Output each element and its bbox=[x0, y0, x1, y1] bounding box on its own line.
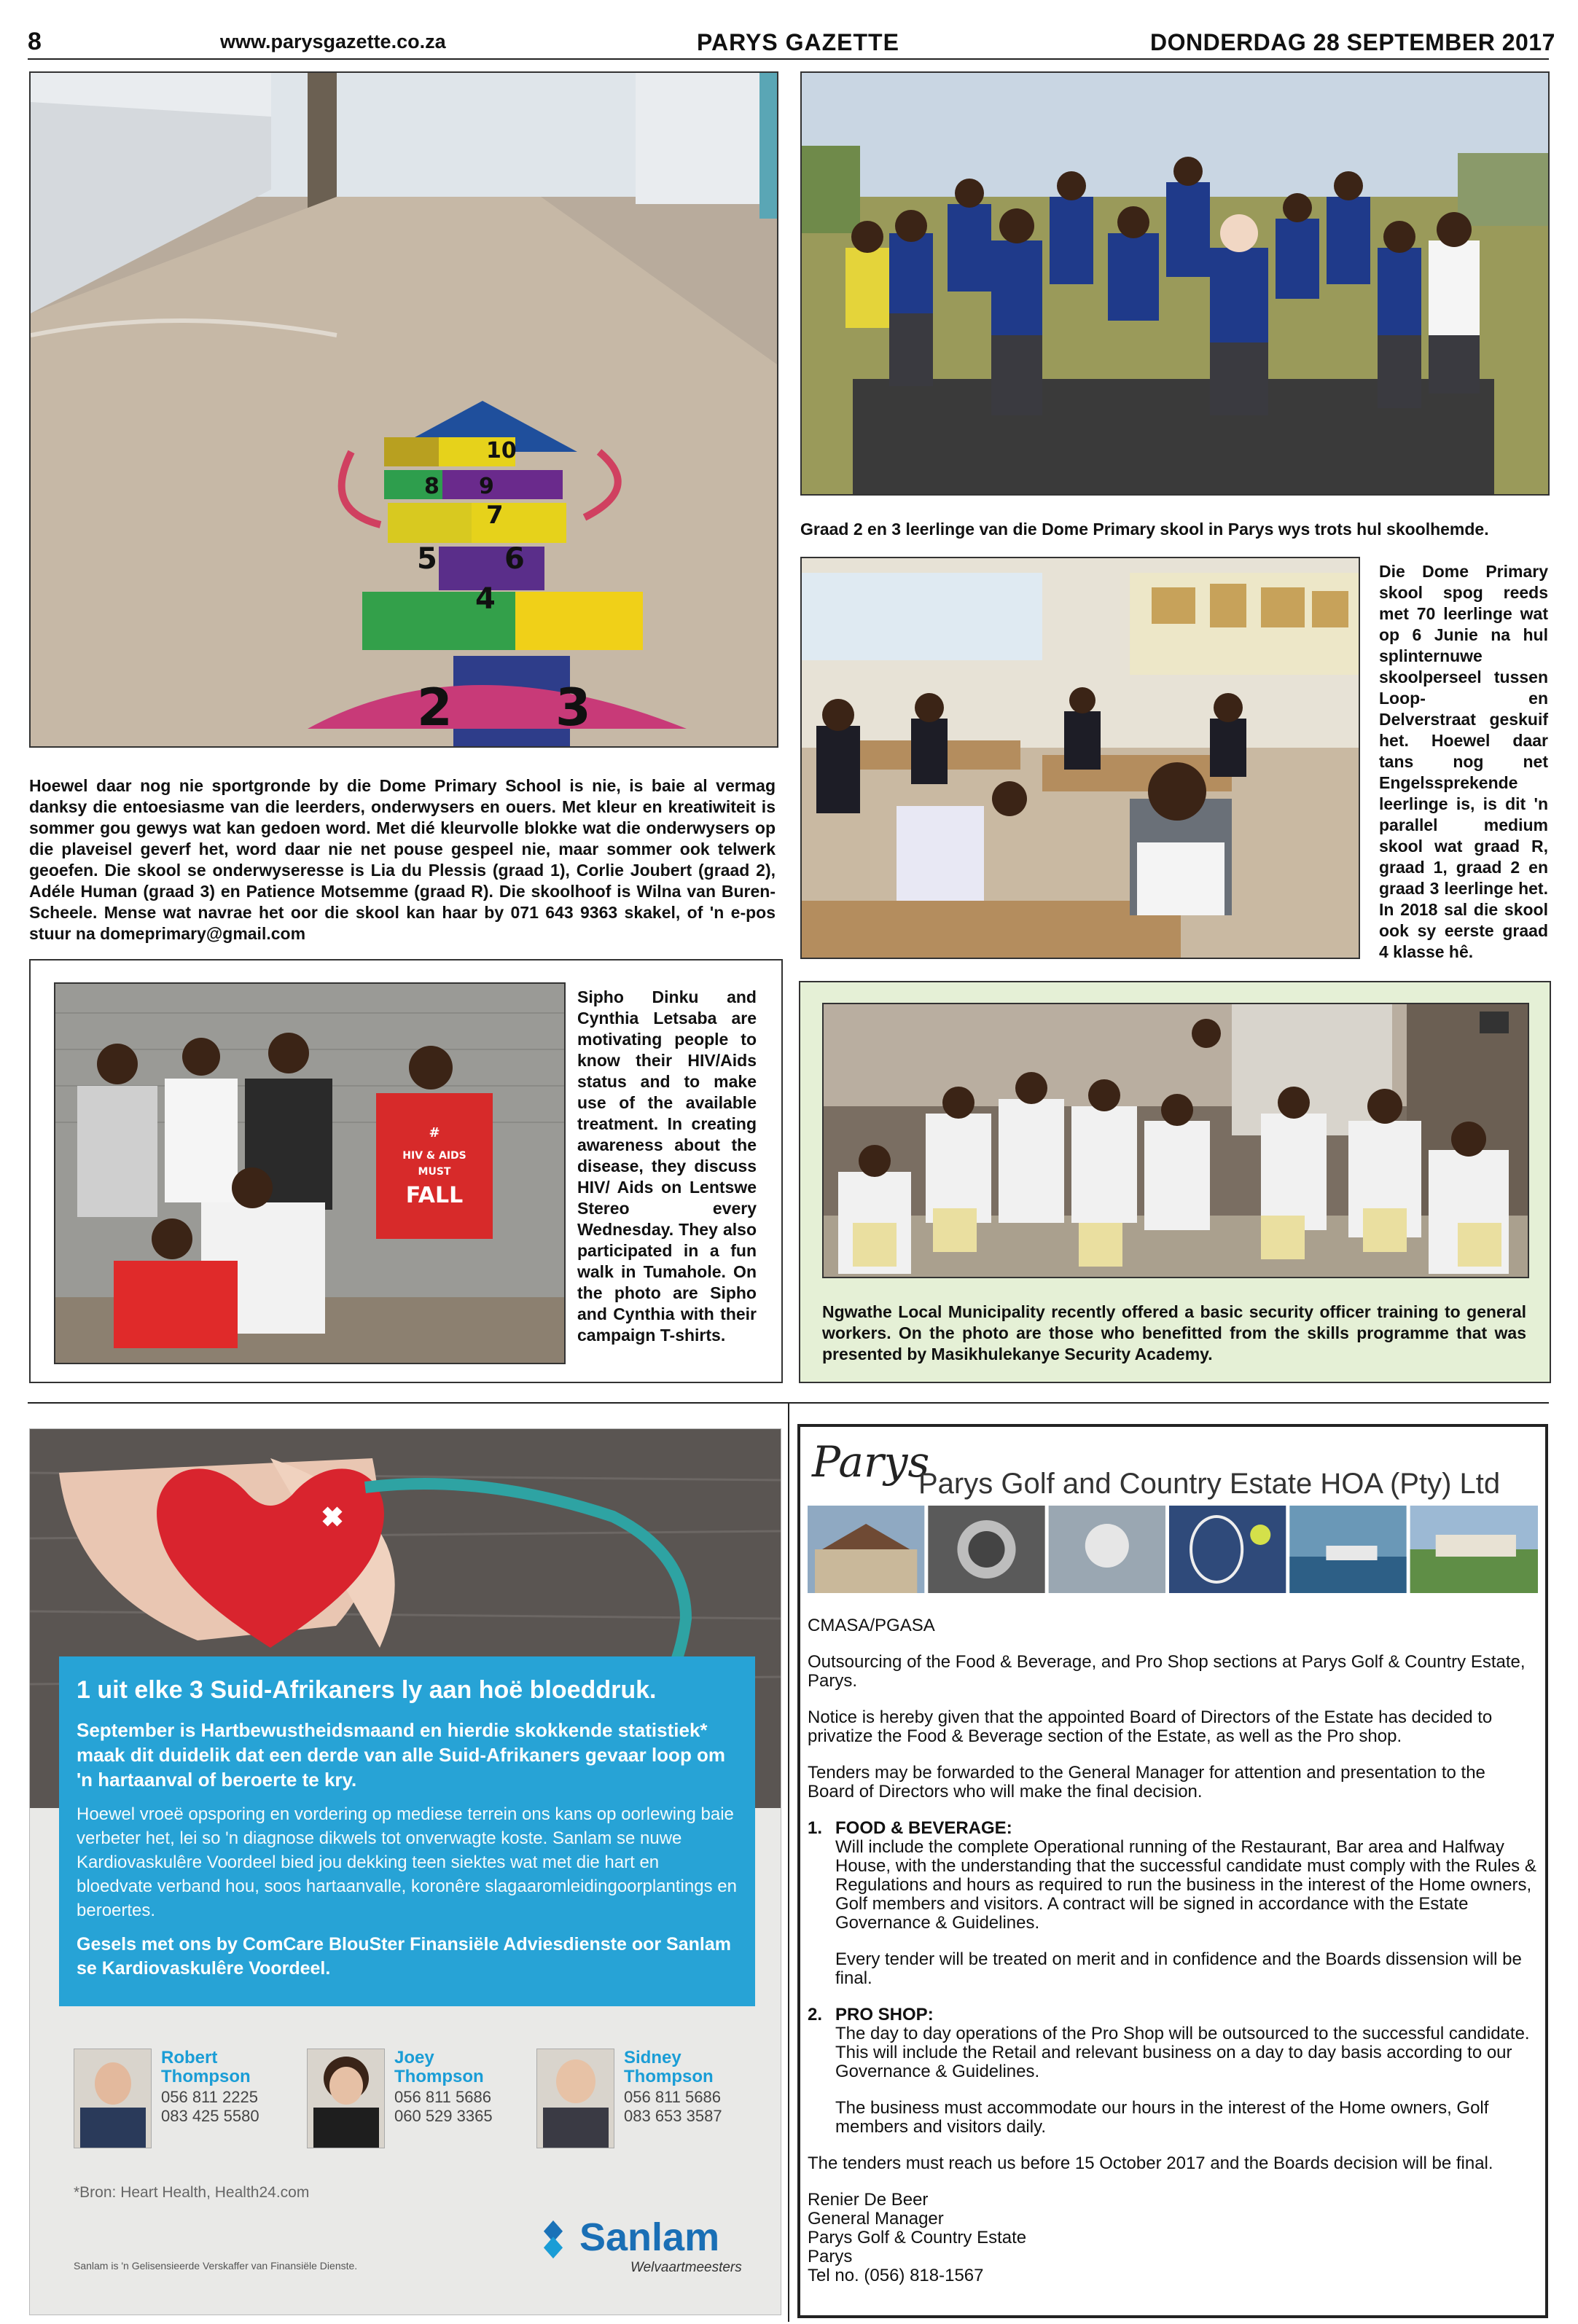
sanlam-tagline: Welvaartmeesters bbox=[630, 2260, 742, 2275]
hopscotch-5: 5 bbox=[417, 542, 437, 576]
golf-estate-notice bbox=[797, 1424, 1548, 2318]
golf-item-text: Will include the complete Operational running of the Restaurant, Bar area and Halfway House, with the understanding that the successful candidate must comply with the Rules & Regulations and hours as required to run the business in the interest of the Home owners, Golf members and visitors. A contract will be signed in accordance with the Estate Governance & Guidelines. bbox=[835, 1837, 1536, 1933]
sanlam-subhead: September is Hartbewustheidsmaand en hierdie skokkende statistiek* maak dit duidelik dat een derde van alle Suid-Afrikaners gevaar loop om 'n hartaanval of beroerte te kry. bbox=[77, 1719, 726, 1791]
hopscotch-7: 7 bbox=[486, 501, 504, 530]
website-url[interactable]: www.parysgazette.co.za bbox=[220, 31, 446, 52]
issue-date: DONDERDAG 28 SEPTEMBER 2017 bbox=[1150, 29, 1555, 55]
golf-banner-images bbox=[808, 1506, 1538, 1593]
golf-item-text: The day to day operations of the Pro Shop will be outsourced to the successful candidate. This will include the Retail and relevant business on a day to day basis according to our Governance & Guidelines. bbox=[835, 2024, 1530, 2081]
shirt-hiv-aids: HIV & AIDS bbox=[402, 1150, 466, 1162]
security-caption: Ngwathe Local Municipality recently offered a basic security officer training to general workers. On the photo are those who benefitted from the skills programme that was presented by Masikhulekanye Security Academy. bbox=[822, 1302, 1526, 1364]
golf-notice-body bbox=[808, 1616, 1536, 2285]
contact-first-name: Robert bbox=[161, 2048, 218, 2067]
signoff-town: Parys bbox=[808, 2247, 853, 2266]
shirt-fall: FALL bbox=[405, 1183, 464, 1208]
sanlam-logo-icon bbox=[533, 2219, 574, 2260]
sanlam-disclaimer: Sanlam is 'n Gelisensieerde Verskaffer van Finansiële Dienste. bbox=[74, 2260, 358, 2272]
sanlam-logo-text: Sanlam bbox=[579, 2215, 720, 2259]
hopscotch-caption: Hoewel daar nog nie sportgronde by die Dome Primary School is nie, is baie al vermag danksy die entoesiasme van die leerders, onderwysers en ouers. Met kleur en kreatiwiteit is sommer gou gewys wat kan gedoen word. Met dié kleurvolle blokke wat die onderwysers op die plaveisel geverf het, word daar nie net pouse gespeel nie, maar sommer ook telwerk geoefen. Die skool se onderwyseresse is Lia du Plessis (graad 1), Corlie Joubert (graad 2), Adéle Human (graad 3) en Patience Motsemme (graad R). Die skoolhoof is Wilna van Buren-Scheele. Mense wat navrae het oor die skool kan haar by 071 643 9363 skakel, of 'n e-pos stuur na domeprimary@gmail.com bbox=[29, 776, 776, 943]
golf-estate-title: Parys Golf and Country Estate HOA (Pty) Ltd bbox=[918, 1468, 1501, 1500]
contact-phone[interactable]: 056 811 5686 bbox=[624, 2088, 721, 2106]
signoff-org: Parys Golf & Country Estate bbox=[808, 2228, 1027, 2247]
hopscotch-6: 6 bbox=[504, 542, 525, 576]
contact-sidney bbox=[536, 2049, 770, 2158]
signoff-phone[interactable]: Tel no. (056) 818-1567 bbox=[808, 2266, 984, 2285]
classroom-photo bbox=[800, 557, 1360, 959]
golf-item-pro-shop bbox=[808, 2006, 1536, 2137]
golf-item-text2: Every tender will be treated on merit and in confidence and the Boards dissension will be final. bbox=[835, 1949, 1522, 1988]
column-rule bbox=[788, 1402, 789, 2322]
hopscotch-8: 8 bbox=[424, 474, 440, 499]
contact-robert bbox=[74, 2049, 300, 2158]
golf-item-number: 1. bbox=[808, 1818, 823, 1838]
signoff-title: General Manager bbox=[808, 2209, 944, 2229]
contact-mobile[interactable]: 060 529 3365 bbox=[394, 2107, 493, 2125]
sanlam-body: Hoewel vroeë opsporing en vordering op mediese terrein ons kans op oorlewing baie verbeter het, lei so 'n diagnose dikwels tot onverwagte koste. Sanlam se nuwe Kardiovaskulêre Voordeel bied jou dekking teen siektes wat met die hart en bloedvate verband hou, soos hartaanvalle, koronêre slagaaromleidingoorplantings en beroertes. bbox=[77, 1804, 737, 1920]
contact-phone[interactable]: 056 811 2225 bbox=[161, 2088, 258, 2106]
shirt-must: MUST bbox=[418, 1166, 451, 1178]
classroom-caption: Die Dome Primary skool spog reeds met 70 leerlinge wat op 6 Junie na hul splinternuwe skoolperseel tussen Loop- en Delverstraat geskuif het. Hoewel daar tans nog net Engelssprekende leerlinge is, is dit 'n parallel medium skool wat graad R, graad 1, graad 2 en graad 3 leerlinge het. In 2018 sal die skool ook sy eerste graad 4 klasse hê. bbox=[1379, 562, 1548, 961]
hiv-awareness-photo bbox=[54, 982, 566, 1364]
golf-item-heading: FOOD & BEVERAGE: bbox=[835, 1818, 1012, 1838]
sanlam-info-panel bbox=[59, 1656, 755, 2006]
contact-last-name: Thompson bbox=[394, 2067, 484, 2086]
contact-first-name: Joey bbox=[394, 2048, 434, 2067]
contact-mobile[interactable]: 083 653 3587 bbox=[624, 2107, 722, 2125]
sanlam-logo[interactable] bbox=[533, 2216, 766, 2282]
avatar bbox=[74, 2049, 152, 2148]
golf-deadline: The tenders must reach us before 15 October 2017 and the Boards decision will be final. bbox=[808, 2153, 1493, 2173]
hopscotch-4: 4 bbox=[475, 582, 496, 616]
sanlam-cta: Gesels met ons by ComCare BlouSter Finansiële Adviesdienste oor Sanlam se Kardiovaskulêre Voordeel. bbox=[77, 1934, 731, 1979]
golf-intro: Outsourcing of the Food & Beverage, and Pro Shop sections at Parys Golf & Country Estate, Parys. bbox=[808, 1652, 1526, 1691]
contact-last-name: Thompson bbox=[161, 2067, 251, 2086]
hopscotch-2: 2 bbox=[417, 678, 453, 738]
masthead: PARYS GAZETTE bbox=[697, 29, 899, 55]
golf-notice: Notice is hereby given that the appointed Board of Directors of the Estate has decided to privatize the Food & Beverage section of the Estate, as well as the Pro shop. bbox=[808, 1707, 1493, 1746]
contact-first-name: Sidney bbox=[624, 2048, 681, 2067]
contact-mobile[interactable]: 083 425 5580 bbox=[161, 2107, 259, 2125]
golf-ref: CMASA/PGASA bbox=[808, 1616, 935, 1635]
sanlam-source: *Bron: Heart Health, Health24.com bbox=[74, 2184, 310, 2201]
signoff-name: Renier De Beer bbox=[808, 2190, 929, 2210]
golf-signoff bbox=[808, 2191, 1536, 2285]
golf-item-heading: PRO SHOP: bbox=[835, 2005, 934, 2024]
golf-logo-script: Parys bbox=[812, 1437, 930, 1487]
hopscotch-photo bbox=[29, 71, 778, 748]
golf-item-number: 2. bbox=[808, 2005, 823, 2024]
golf-item-food-beverage bbox=[808, 1819, 1536, 1988]
avatar bbox=[536, 2049, 614, 2148]
page-number: 8 bbox=[28, 28, 42, 55]
sanlam-advert bbox=[29, 1428, 781, 2315]
hopscotch-10: 10 bbox=[486, 438, 517, 463]
contact-joey bbox=[307, 2049, 533, 2158]
hiv-caption: Sipho Dinku and Cynthia Letsaba are motivating people to know their HIV/Aids status and to make use of the available treatment. In creating awareness about the disease, they discuss HIV/ Aids on Lentswe Stereo every Wednesday. They also participated in a fun walk in Tumahole. On the photo are Sipho and Cynthia with their campaign T-shirts. bbox=[577, 987, 757, 1345]
sanlam-headline: 1 uit elke 3 Suid-Afrikaners ly aan hoë bloeddruk. bbox=[77, 1676, 657, 1704]
learners-caption: Graad 2 en 3 leerlinge van die Dome Primary skool in Parys wys trots hul skoolhemde. bbox=[800, 520, 1489, 539]
contact-phone[interactable]: 056 811 5686 bbox=[394, 2088, 491, 2106]
golf-tenders: Tenders may be forwarded to the General Manager for attention and presentation to the Board of Directors who will make the final decision. bbox=[808, 1763, 1485, 1801]
hopscotch-3: 3 bbox=[555, 678, 591, 738]
learners-photo bbox=[800, 71, 1550, 496]
header-rule bbox=[28, 58, 1549, 60]
golf-item-text2: The business must accommodate our hours in the interest of the Home owners, Golf members and visitors daily. bbox=[835, 2098, 1489, 2137]
security-training-photo bbox=[822, 1003, 1529, 1278]
contact-last-name: Thompson bbox=[624, 2067, 714, 2086]
avatar bbox=[307, 2049, 385, 2148]
hopscotch-9: 9 bbox=[479, 474, 494, 499]
shirt-hash: # bbox=[429, 1125, 440, 1141]
